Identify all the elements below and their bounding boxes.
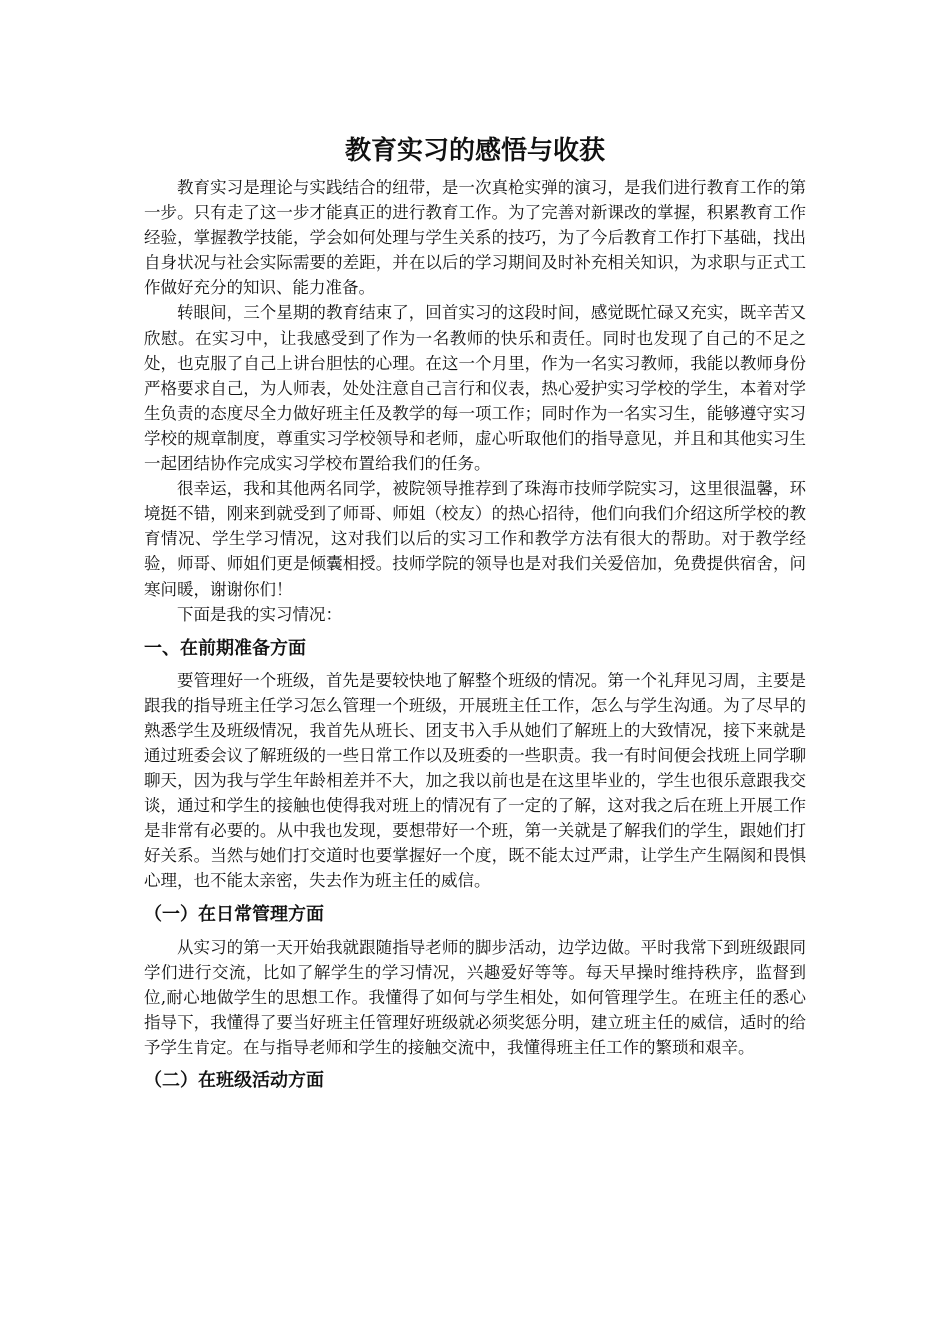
paragraph-intro: 教育实习是理论与实践结合的纽带，是一次真枪实弹的演习，是我们进行教育工作的第一步。只有走了这一步才能真正的进行教育工作。为了完善对新课改的掌握，积累教育工作经验，掌握教学技能，学会如何处理与学生关系的技巧，为了今后教育工作打下基础，找出自身状况与社会实际需要的差距，并在以后的学习期间及时补充相关知识，为求职与正式工作做好充分的知识、能力准备。 — [144, 178, 806, 298]
paragraph-lead-in: 下面是我的实习情况： — [177, 604, 342, 624]
paragraph-daily-management: 从实习的第一天开始我就跟随指导老师的脚步活动，边学边做。平时我常下到班级跟同学们进行交流，比如了解学生的学习情况，兴趣爱好等等。每天早操时维持秩序，监督到位,耐心地做学生的思想工作。我懂得了如何与学生相处，如何管理学生。在班主任的悉心指导下，我懂得了要当好班主任管理好班级就必须奖惩分明，建立班主任的威信，适时的给予学生肯定。在与指导老师和学生的接触交流中，我懂得班主任工作的繁琐和艰辛。 — [144, 937, 806, 1057]
paragraph-school: 很幸运，我和其他两名同学，被院领导推荐到了珠海市技师学院实习，这里很温馨，环境挺不错，刚来到就受到了师哥、师姐（校友）的热心招待，他们向我们介绍这所学校的教育情况、学生学习情况，这对我们以后的实习工作和教学方法有很大的帮助。对于教学经验，师哥、师姐们更是倾囊相授。技师学院的领导也是对我们关爱倍加，免费提供宿舍，问寒问暖，谢谢你们！ — [144, 479, 806, 599]
section-heading-preparation: 一、在前期准备方面 — [144, 637, 306, 659]
section-heading-daily-management: （一）在日常管理方面 — [144, 903, 324, 925]
paragraph-reflection: 转眼间，三个星期的教育结束了，回首实习的这段时间，感觉既忙碌又充实，既辛苦又欣慰。在实习中，让我感受到了作为一名教师的快乐和责任。同时也发现了自己的不足之处，也克服了自己上讲台胆怯的心理。在这一个月里，作为一名实习教师，我能以教师身份严格要求自己，为人师表，处处注意自己言行和仪表，热心爱护实习学校的学生，本着对学生负责的态度尽全力做好班主任及教学的每一项工作；同时作为一名实习生，能够遵守实习学校的规章制度，尊重实习学校领导和老师，虚心听取他们的指导意见，并且和其他实习生一起团结协作完成实习学校布置给我们的任务。 — [144, 303, 806, 474]
document-body — [144, 175, 806, 1101]
document-title: 教育实习的感悟与收获 — [344, 136, 605, 166]
section-heading-class-activities: （二）在班级活动方面 — [144, 1070, 324, 1091]
paragraph-preparation: 要管理好一个班级，首先是要较快地了解整个班级的情况。第一个礼拜见习周，主要是跟我的指导班主任学习怎么管理一个班级，开展班主任工作，怎么与学生沟通。为了尽早的熟悉学生及班级情况，我首先从班长、团支书入手从她们了解班上的大致情况，接下来就是通过班委会议了解班级的一些日常工作以及班委的一些职责。我一有时间便会找班上同学聊聊天，因为我与学生年龄相差并不大，加之我以前也是在这里毕业的，学生也很乐意跟我交谈，通过和学生的接触也使得我对班上的情况有了一定的了解，这对我之后在班上开展工作是非常有必要的。从中我也发现，要想带好一个班，第一关就是了解我们的学生，跟她们打好关系。当然与她们打交道时也要掌握好一个度，既不能太过严肃，让学生产生隔阂和畏惧心理，也不能太亲密，失去作为班主任的威信。 — [144, 670, 806, 891]
